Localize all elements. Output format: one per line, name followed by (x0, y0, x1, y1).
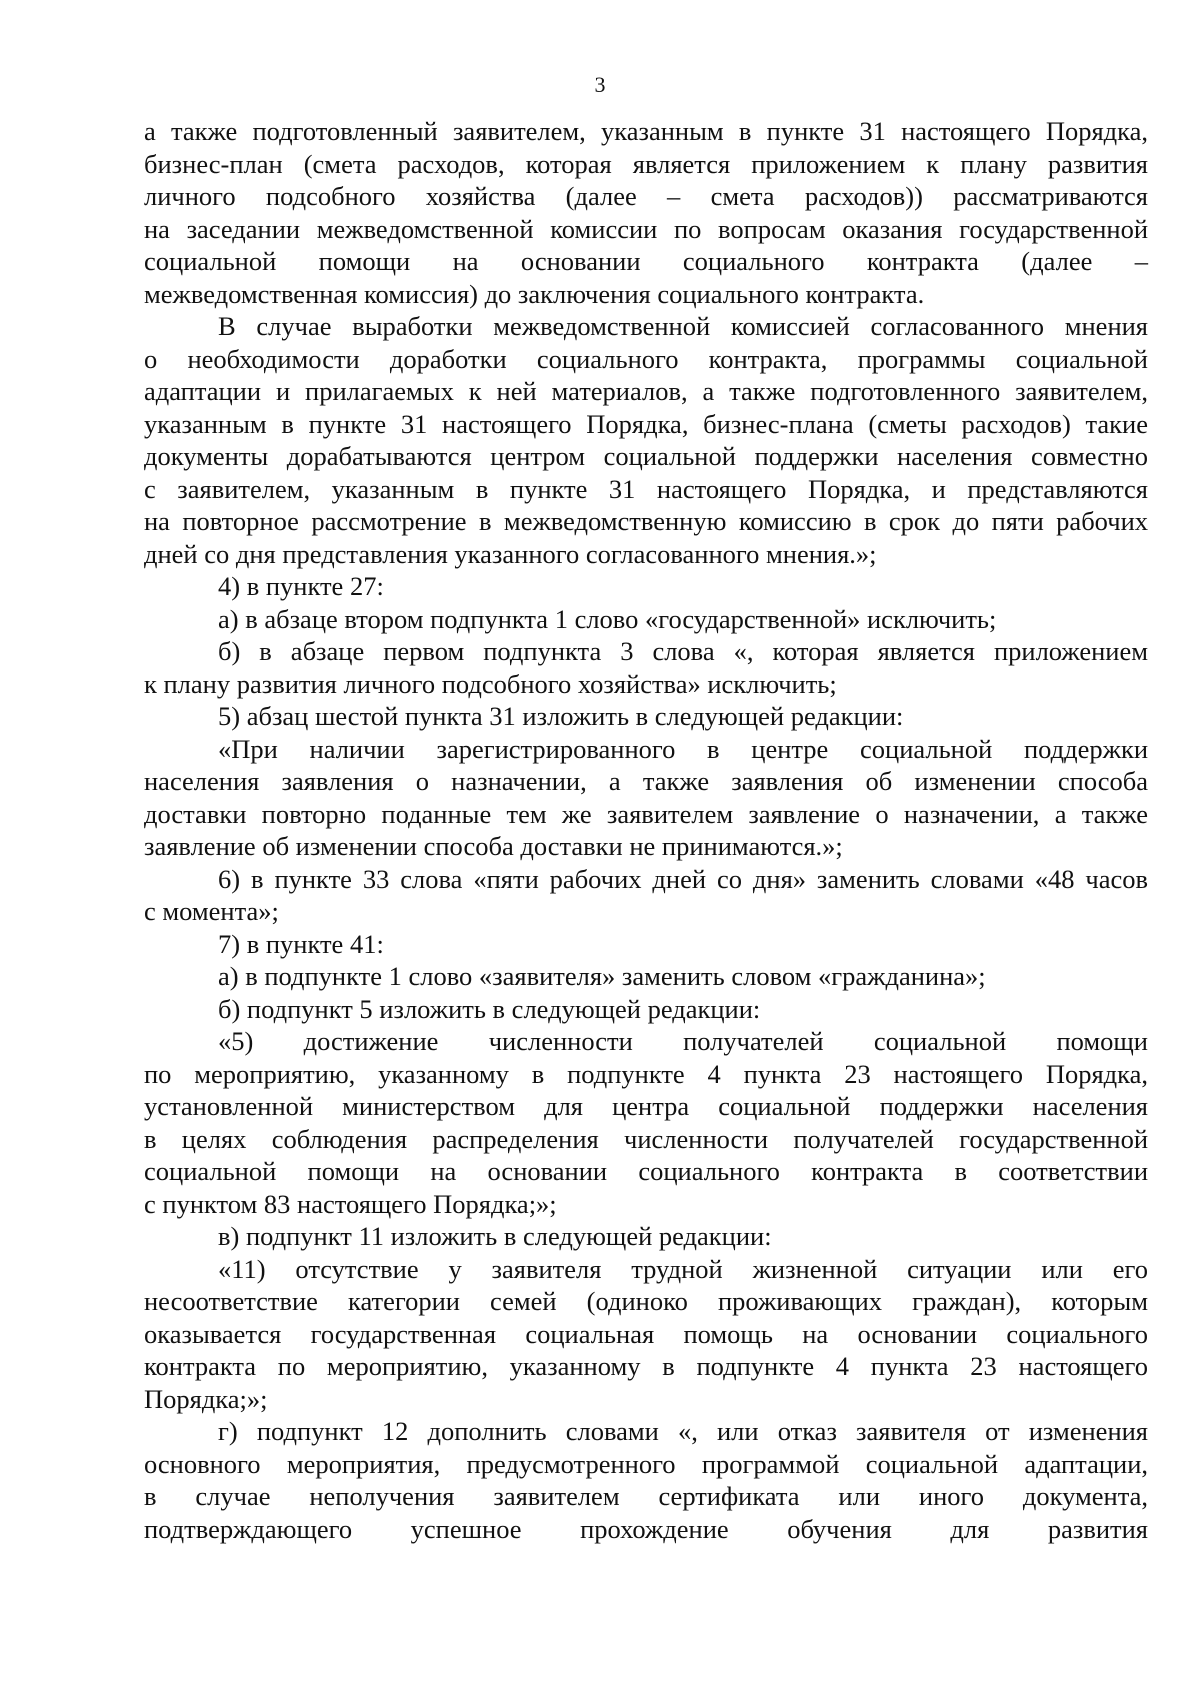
text-line: по мероприятию, указанному в подпункте 4 пункта 23 настоящего Порядка, (144, 1058, 1148, 1089)
text-line: 4) в пункте 27: (218, 571, 384, 601)
text-line: 5) абзац шестой пункта 31 изложить в следующей редакции: (218, 701, 904, 731)
text-line: населения заявления о назначении, а также заявления об изменении способа (144, 766, 1148, 796)
text-line: социальной помощи на основании социального контракта в соответствии (144, 1156, 1148, 1186)
text-line: документы дорабатываются центром социальной поддержки населения совместно (144, 441, 1148, 471)
text-line: а) в подпункте 1 слово «заявителя» заменить словом «гражданина»; (218, 961, 986, 991)
text-line: б) в абзаце первом подпункта 3 слова «, которая является приложением (218, 636, 1148, 666)
text-line: указанным в пункте 31 настоящего Порядка, бизнес-плана (сметы расходов) такие (144, 408, 1148, 439)
text-line: в случае неполучения заявителем сертификата или иного документа, (144, 1481, 1148, 1511)
text-line: 7) в пункте 41: (218, 928, 384, 959)
text-line: в целях соблюдения распределения численности получателей государственной (144, 1123, 1148, 1154)
text-line: «11) отсутствие у заявителя трудной жизненной ситуации или его (218, 1253, 1148, 1284)
text-line: В случае выработки межведомственной комиссией согласованного мнения (218, 311, 1148, 341)
text-line: заявление об изменении способа доставки не принимаются.»; (144, 831, 843, 861)
text-line: а) в абзаце втором подпункта 1 слово «государственной» исключить; (218, 603, 997, 634)
document-body (144, 115, 1148, 1545)
text-line: подтверждающего успешное прохождение обучения для развития (144, 1513, 1148, 1544)
text-line: «При наличии зарегистрированного в центре социальной поддержки (218, 733, 1148, 764)
text-line: контракта по мероприятию, указанному в подпункте 4 пункта 23 настоящего (144, 1351, 1148, 1381)
text-line: оказывается государственная социальная помощь на основании социального (144, 1318, 1148, 1349)
text-line: о необходимости доработки социального контракта, программы социальной (144, 343, 1148, 374)
text-line: социальной помощи на основании социального контракта (далее – (144, 246, 1148, 276)
page-number: 3 (594, 72, 606, 97)
text-line: установленной министерством для центра социальной поддержки населения (144, 1091, 1148, 1121)
text-line: с заявителем, указанным в пункте 31 настоящего Порядка, и представляются (144, 473, 1148, 504)
text-line: б) подпункт 5 изложить в следующей редакции: (218, 993, 761, 1024)
text-line: 6) в пункте 33 слова «пяти рабочих дней со дня» заменить словами «48 часов (218, 863, 1148, 894)
text-line: г) подпункт 12 дополнить словами «, или отказ заявителя от изменения (218, 1416, 1148, 1446)
text-line: к плану развития личного подсобного хозяйства» исключить; (144, 668, 837, 699)
text-line: адаптации и прилагаемых к ней материалов, а также подготовленного заявителем, (144, 376, 1148, 406)
text-line: доставки повторно поданные тем же заявителем заявление о назначении, а также (144, 798, 1148, 829)
text-line: на заседании межведомственной комиссии по вопросам оказания государственной (144, 213, 1148, 244)
text-line: с момента»; (144, 896, 279, 926)
text-line: бизнес-план (смета расходов, которая является приложением к плану развития (144, 148, 1148, 179)
text-line: с пунктом 83 настоящего Порядка;»; (144, 1188, 557, 1219)
text-line: межведомственная комиссия) до заключения социального контракта. (144, 278, 925, 309)
text-line: личного подсобного хозяйства (далее – смета расходов)) рассматриваются (144, 181, 1148, 211)
text-line: несоответствие категории семей (одиноко проживающих граждан), которым (144, 1286, 1148, 1316)
text-line: дней со дня представления указанного согласованного мнения.»; (144, 538, 877, 569)
text-line: «5) достижение численности получателей социальной помощи (218, 1026, 1148, 1056)
text-line: в) подпункт 11 изложить в следующей редакции: (218, 1221, 772, 1251)
text-line: основного мероприятия, предусмотренного программой социальной адаптации, (144, 1448, 1148, 1479)
text-line: а также подготовленный заявителем, указанным в пункте 31 настоящего Порядка, (144, 116, 1148, 146)
text-line: на повторное рассмотрение в межведомственную комиссию в срок до пяти рабочих (144, 506, 1148, 536)
text-line: Порядка;»; (144, 1383, 268, 1414)
